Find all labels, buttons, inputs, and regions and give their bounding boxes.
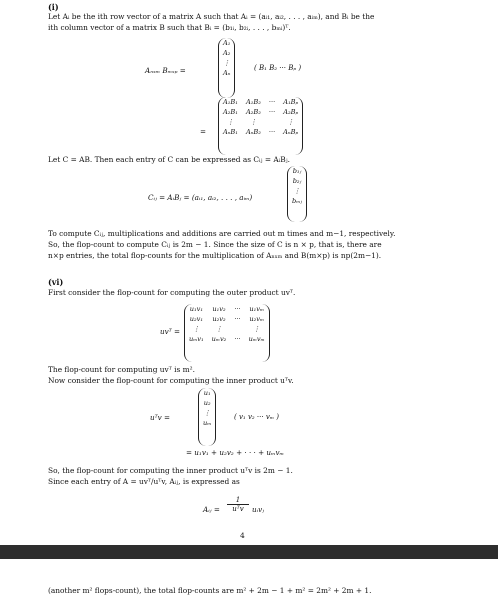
section-vi-line1: First consider the flop-count for computing the outer product uvᵀ.: [48, 288, 296, 297]
product-matrix-cell: ···: [268, 108, 276, 116]
matrix-a-cell: ⋮: [223, 59, 231, 67]
vector-b-cell: ⋮: [293, 187, 301, 195]
aij-fraction: [227, 496, 249, 513]
outer-matrix-cell: uₘvₘ: [248, 335, 265, 343]
product-matrix: [218, 97, 303, 155]
section-vi-p1: The flop-count for computing uvᵀ is m².: [48, 365, 195, 374]
section-i-p1: To compute Cᵢⱼ, multiplications and additions are carried out m times and m−1, respectively.: [48, 229, 396, 238]
eq-sign-2: =: [200, 127, 207, 136]
product-matrix-cell: AₙB₁: [223, 128, 238, 136]
continuation-text: (another m² flops-count), the total flop-counts are m² + 2m − 1 + m² = 2m² + 2m + 1.: [48, 586, 372, 595]
product-matrix-cell: A₂Bₚ: [283, 108, 299, 116]
matrix-a-cell: Aₙ: [223, 69, 231, 77]
column-vector-b: [287, 166, 307, 222]
product-matrix-cell: A₂B₂: [245, 108, 261, 116]
product-matrix-cell: ···: [268, 98, 276, 106]
fraction-denominator: uᵀv: [232, 505, 244, 513]
outer-matrix-cell: uₘv₁: [189, 335, 204, 343]
outer-matrix-cell: uₘv₂: [211, 335, 227, 343]
product-matrix-cell: AₙBₚ: [283, 128, 299, 136]
vector-u-cell: u₂: [203, 399, 211, 407]
outer-matrix-cell: u₂v₁: [189, 315, 203, 323]
row-vector-v: ( v₁ v₂ ··· vₘ ): [234, 413, 280, 421]
product-matrix-cell: A₁B₁: [223, 98, 238, 106]
outer-matrix-cell: u₁vₘ: [249, 305, 264, 313]
section-vi-p3: So, the flop-count for computing the inner product uᵀv is 2m − 1.: [48, 466, 293, 475]
product-matrix-cell: A₁Bₚ: [283, 98, 299, 106]
outer-product-matrix: [184, 304, 270, 362]
vector-u-cell: uₘ: [203, 419, 212, 427]
outer-matrix-cell: u₂v₂: [212, 315, 226, 323]
outer-matrix-cell: ···: [234, 305, 241, 313]
outer-matrix-cell: u₂vₘ: [249, 315, 264, 323]
page-divider: [0, 545, 498, 559]
ab-lhs: Aₙₓₘ Bₘₓₚ =: [145, 66, 186, 75]
product-matrix-cell: ⋮: [227, 118, 234, 126]
section-i-label: (i): [48, 2, 59, 12]
product-matrix-cell: ···: [268, 128, 276, 136]
row-vector-b: ( B₁ B₂ ··· Bₚ ): [254, 64, 302, 72]
section-i-line1: Let Aᵢ be the ith row vector of a matrix A such that Aᵢ = (aᵢ₁, aᵢ₂, . . . , aᵢₘ), and Bᵢ be the: [48, 12, 375, 21]
section-i-line2: ith column vector of a matrix B such that Bᵢ = (b₁ᵢ, b₂ᵢ, . . . , bₘᵢ)ᵀ.: [48, 23, 291, 32]
section-i-p3: n×p entries, the total flop-counts for the multiplication of Aₙₓₘ and B(m×p) is np(2m−1).: [48, 251, 382, 260]
outer-matrix-cell: ⋮: [215, 325, 223, 333]
product-matrix-cell: AₙB₂: [245, 128, 261, 136]
inner-lhs: uᵀv =: [150, 413, 171, 422]
vector-b-cell: b₁ⱼ: [292, 167, 302, 175]
outer-matrix-cell: [230, 324, 244, 334]
section-i-p2: So, the flop-count to compute Cᵢⱼ is 2m − 1. Since the size of C is n × p, that is, there are: [48, 240, 382, 249]
column-vector-u: [198, 388, 216, 446]
aij-lhs: Aᵢⱼ =: [203, 505, 220, 514]
product-matrix-cell: A₂B₁: [223, 108, 238, 116]
vector-u-cell: u₁: [203, 389, 211, 397]
inner-result: = u₁v₁ + u₂v₂ + · · · + uₘvₘ: [186, 448, 284, 457]
vector-b-cell: b₂ⱼ: [292, 177, 302, 185]
outer-matrix-cell: u₁v₂: [212, 305, 226, 313]
matrix-a-cell: A₂: [223, 49, 231, 57]
product-matrix-cell: [265, 117, 279, 127]
outer-matrix-cell: ···: [234, 335, 241, 343]
aij-tail: uᵢvⱼ: [252, 505, 265, 514]
outer-matrix-cell: ···: [234, 315, 241, 323]
fraction-numerator: 1: [227, 496, 249, 505]
matrix-a-cell: A₁: [223, 39, 231, 47]
outer-matrix-cell: ⋮: [193, 325, 200, 333]
outer-matrix-cell: u₁v₁: [189, 305, 203, 313]
product-matrix-cell: ⋮: [287, 118, 294, 126]
outer-matrix-cell: ⋮: [253, 325, 260, 333]
product-matrix-cell: A₁B₂: [245, 98, 261, 106]
next-page: [0, 559, 498, 606]
section-vi-p2: Now consider the flop-count for computing the inner product uᵀv.: [48, 376, 294, 385]
vector-b-cell: bₘⱼ: [292, 197, 303, 205]
section-vi-label: (vi): [48, 277, 64, 287]
outer-lhs: uvᵀ =: [160, 327, 181, 336]
cij-expression: Cᵢⱼ = AᵢBⱼ = (aᵢ₁, aᵢ₂, . . . , aᵢₘ): [148, 193, 253, 202]
page-number: 4: [240, 531, 245, 540]
section-vi-p4: Since each entry of A = uvᵀ/uᵀv, Aᵢⱼ, is expressed as: [48, 477, 240, 486]
section-i-line3: Let C = AB. Then each entry of C can be expressed as Cᵢⱼ = AᵢBⱼ.: [48, 155, 290, 164]
product-matrix-cell: ⋮: [250, 118, 257, 126]
column-matrix-a: [218, 38, 235, 98]
vector-u-cell: ⋮: [203, 409, 211, 417]
